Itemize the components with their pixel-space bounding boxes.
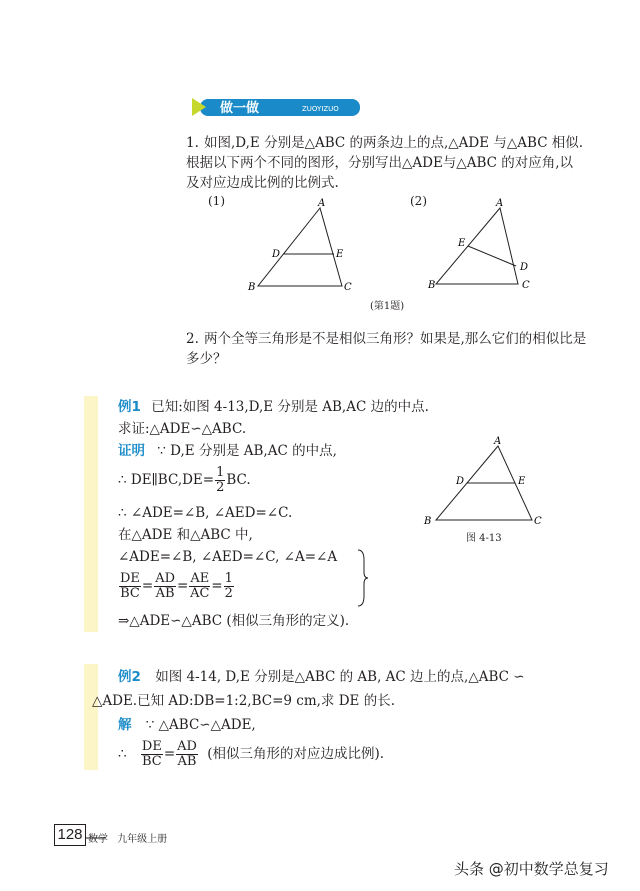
example-1-label: 例1: [118, 399, 141, 415]
proof-step-6: $\frac{DE}{BC}$ = $\frac{AD}{AB}$ = $\frac{AE}{AC}$ = $\frac{1}{2}$: [120, 571, 233, 601]
example-2-label: 例2: [118, 669, 141, 685]
point-b: B: [424, 516, 432, 527]
exercise-1-number: 1.: [186, 135, 199, 151]
proof-label: 证明: [118, 443, 145, 459]
example-2-margin-strip: [84, 664, 98, 770]
exercise-2-line2: 多少？: [186, 351, 227, 367]
brace-icon: [356, 548, 368, 608]
exercise-1-line2: 根据以下两个不同的图形，分别写出△ADE与△ABC 的对应角,以: [186, 155, 574, 171]
proof-step-1: ∵ D,E 分别是 AB,AC 的中点,: [157, 443, 337, 459]
point-d: D: [272, 249, 281, 260]
proof-step-2: ∴ DE∥BC,DE= $\frac{1}{2}$ BC.: [118, 465, 251, 495]
example-2-line2: △ADE.已知 AD:DB=1:2,BC=9 cm,求 DE 的长.: [92, 693, 395, 709]
point-a: A: [318, 198, 326, 209]
example-2-line1: 如图 4-14, D,E 分别是△ABC 的 AB, AC 边上的点,△ABC ∽: [155, 669, 525, 685]
point-c: C: [522, 280, 530, 291]
point-c: C: [534, 516, 542, 527]
proof-step-5: ∠ADE=∠B, ∠AED=∠C, ∠A=∠A: [118, 549, 338, 565]
point-d: D: [456, 476, 465, 487]
point-b: B: [248, 282, 256, 293]
figure-2-label: (2): [410, 194, 427, 208]
point-d: D: [520, 262, 529, 273]
point-a: A: [496, 198, 504, 209]
footer-grade: 九年级上册: [117, 834, 168, 845]
figure-caption: (第1题): [370, 301, 405, 312]
section-banner: [192, 96, 360, 118]
example-1-given: 已知:如图 4-13,D,E 分别是 AB,AC 边的中点.: [151, 399, 429, 415]
exercise-1-line3: 及对应边成比例的比例式.: [186, 175, 339, 191]
point-e: E: [458, 238, 466, 249]
solution-step-1: ∵ △ABC∽△ADE,: [145, 717, 256, 733]
figure-1-triangle: [240, 196, 360, 296]
page-number: 128: [54, 824, 86, 846]
banner-subtitle: ZUOYIZUO: [302, 105, 339, 113]
example-1-prove: 求证:△ADE∽△ABC.: [118, 421, 247, 437]
solution-step-2: ∴ $\frac{DE}{BC}$ = $\frac{AD}{AB}$ (相似三角形的对应边成比例).: [118, 739, 385, 769]
proof-step-4: 在△ADE 和△ABC 中,: [118, 527, 253, 543]
footer-subject: 数学: [88, 834, 108, 845]
point-a: A: [494, 436, 502, 447]
watermark: 头条 @初中数学总复习: [454, 860, 609, 878]
point-b: B: [428, 280, 436, 291]
proof-step-3: ∴ ∠ADE=∠B, ∠AED=∠C.: [118, 505, 293, 521]
point-e: E: [336, 249, 344, 260]
figure-2-triangle: [424, 196, 544, 296]
banner-title: 做一做: [220, 101, 260, 116]
exercise-2-line1: 两个全等三角形是不是相似三角形？如果是,那么它们的相似比是: [204, 331, 587, 347]
figure-1-label: (1): [208, 194, 225, 208]
point-c: C: [344, 282, 352, 293]
example-1-margin-strip: [84, 396, 98, 632]
proof-step-7: ⇒△ADE∽△ABC (相似三角形的定义).: [118, 613, 350, 629]
figure-4-13-caption: 图 4-13: [466, 533, 502, 544]
point-e: E: [518, 476, 526, 487]
exercise-2-number: 2.: [186, 331, 199, 347]
solution-label: 解: [118, 717, 132, 733]
exercise-1-line1: 如图,D,E 分别是△ABC 的两条边上的点,△ADE 与△ABC 相似.: [204, 135, 584, 151]
figure-4-13-triangle: [420, 436, 550, 536]
